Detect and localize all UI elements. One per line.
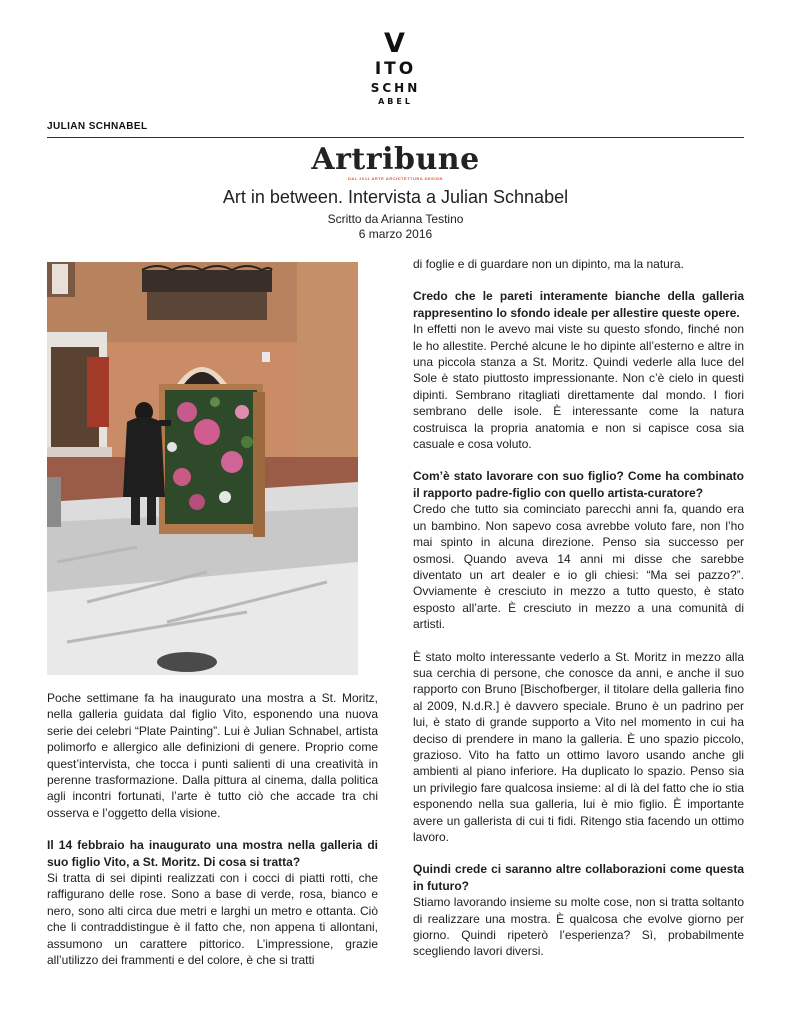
logo-line: ABEL [378,97,413,106]
publication-name: Artribune [311,142,480,177]
paragraph: Credo che tutto sia cominciato parecchi anni fa, quando era un bambino. Non sapevo cosa avrebbe voluto fare, non l’ho mai spinto in alcuna direzione. Penso sia successo per osmosi. Quando aveva 14 anni mi disse che sarebbe diventato un art dealer e io gli chiesi: “Ma sei pazzo?”. Ovviamente è cresciuto in mezzo a tutto questo, è stato esposto all’arte. È cresciuto in mezzo a una comunità di artisti. [413,502,744,632]
section-label: JULIAN SCHNABEL [47,121,148,132]
interview-question: Quindi crede ci saranno altre collaborazioni come questa in futuro? [413,862,744,893]
article-column-left [47,690,378,985]
paragraph: Si tratta di sei dipinti realizzati con i cocci di piatti rotti, che raffigurano delle rose. Sono a base di verde, rosa, bianco e nero, sono alti circa due metri e larghi un metro e ottanta. Ciò che li contraddistingue è il fatto che, non appena ti allontani, assumono un carattere pittorico. L’impressione, grazie all’utilizzo dei frammenti e del colore, è che si tratti [47,871,378,968]
paragraph: Stiamo lavorando insieme su molte cose, non si tratta soltanto di realizzare una mostra. È qualcosa che evolve giorno per giorno. Quindi ripeterò l’esperienza? Sì, probabilmente scegliendo lavori diversi. [413,895,744,959]
header-divider [47,137,744,138]
paragraph: Poche settimane fa ha inaugurato una mostra a St. Moritz, nella galleria guidata dal figlio Vito, esponendo una nuova serie dei celebri “Plate Painting”. Lui è Julian Schnabel, artista polimorfo e allergico alle definizioni di genere. Proprio come quest’intervista, che tocca i punti salienti di una creatività in perenne trasformazione. Dalla pittura al cinema, dalla politica agli incontri fortunati, l’arte è tutto ciò che accade tra chi osserva e l’oggetto della visione. [47,691,378,820]
article-photo [47,262,358,675]
logo-line: V [384,28,407,59]
article-author: Scritto da Arianna Testino [327,212,464,226]
interview-question: Credo che le pareti interamente bianche della galleria rappresentino lo sfondo ideale per allestire queste opere. [413,289,744,320]
interview-question: Il 14 febbraio ha inaugurato una mostra nella galleria di suo figlio Vito, a St. Moritz. Di cosa si tratta? [47,838,378,869]
publication-tagline: DAL 2011 ARTE ARCHITETTURA DESIGN [348,176,443,181]
article-title: Art in between. Intervista a Julian Schnabel [222,187,569,207]
article-byline [0,212,791,242]
paragraph: di foglie e di guardare non un dipinto, ma la natura. [413,257,684,271]
article-column-right [413,256,744,976]
publication-logo [0,143,791,181]
paragraph: In effetti non le avevo mai viste su questo sfondo, finché non le ho allestite. Perché alcune le ho dipinte all’esterno e altre in una piccola stanza a St. Moritz. Quindi vederle alla luce del Sole è stato piuttosto impressionante. Non c’è cielo in questi dipinti. Sembrano ritagliati direttamente dal mondo. I fiori sembrano delle isole. È interessante come la natura costruisca la propria anatomia e non si capisce cosa sia casuale e cosa voluto. [413,322,744,452]
article-date: 6 marzo 2016 [358,227,433,241]
paragraph: È stato molto interessante vederlo a St. Moritz in mezzo alla sua cerchia di persone, che conosce da anni, e anche il suo rapporto con Bruno [Bischofberger, il titolare della galleria fino al 2009, N.d.R.] è davvero speciale. Bruno è un padrino per lui, è stato di grande supporto a Vito nel momento in cui ha deciso di prendere in mano la galleria. È uno spazio piccolo, grazioso. Vito ha fatto un ottimo lavoro usando anche gli ambienti al piano inferiore. Ha duplicato lo spazio. Penso sia un privilegio fare qualcosa insieme: al di là del fatto che io stia esponendo nella sua galleria, lui è mio figlio. È importante avere un gallerista di cui ti fidi. Ritengo stia facendo un ottimo lavoro. [413,649,744,844]
interview-question: Com’è stato lavorare con suo figlio? Come ha combinato il rapporto padre-figlio con quello artista-curatore? [413,469,744,500]
logo-line: ITO [374,59,417,79]
gallery-logo [0,30,791,106]
logo-line: SCHN [370,81,421,95]
